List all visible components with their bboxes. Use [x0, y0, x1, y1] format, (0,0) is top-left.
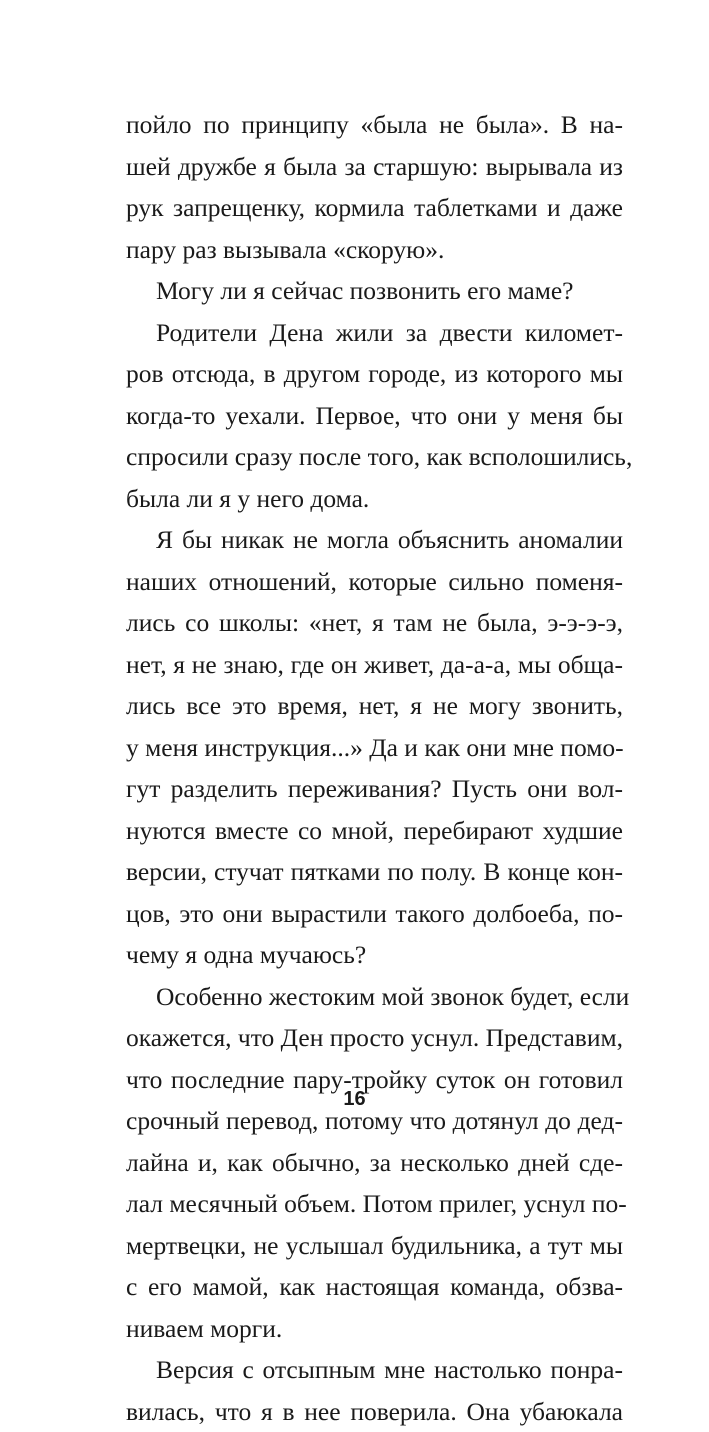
text-line: Особенно жестоким мой звонок будет, если	[126, 976, 623, 1018]
text-line: Родители Дена жили за двести километ-	[126, 312, 623, 354]
text-line: шей дружбе я была за старшую: вырывала из	[126, 146, 623, 188]
text-line: рук запрещенку, кормила таблетками и даже	[126, 187, 623, 229]
text-line: вилась, что я в нее поверила. Она убаюкала	[126, 1391, 623, 1432]
body-text	[126, 104, 623, 1432]
text-line: Могу ли я сейчас позвонить его маме?	[126, 270, 623, 312]
page-number: 16	[0, 1088, 709, 1111]
text-line: лись со школы: «нет, я там не была, э-э-э-э,	[126, 602, 623, 644]
text-line: гут разделить переживания? Пусть они вол-	[126, 768, 623, 810]
text-line: версии, стучат пятками по полу. В конце кон-	[126, 851, 623, 893]
text-line: нет, я не знаю, где он живет, да-а-а, мы обща-	[126, 644, 623, 686]
text-line: пару раз вызывала «скорую».	[126, 229, 623, 271]
text-line: ниваем морги.	[126, 1308, 623, 1350]
text-line: срочный перевод, потому что дотянул до дед-	[126, 1100, 623, 1142]
text-line: с его мамой, как настоящая команда, обзва-	[126, 1266, 623, 1308]
text-line: когда-то уехали. Первое, что они у меня бы	[126, 395, 623, 437]
text-line: спросили сразу после того, как всполошились,	[126, 436, 623, 478]
text-line: лись все это время, нет, я не могу звонить,	[126, 685, 623, 727]
text-line: чему я одна мучаюсь?	[126, 934, 623, 976]
text-line: у меня инструкция...» Да и как они мне помо-	[126, 727, 623, 769]
text-line: Версия с отсыпным мне настолько понра-	[126, 1349, 623, 1391]
text-line: что последние пару-тройку суток он готовил	[126, 1059, 623, 1101]
text-line: мертвецки, не услышал будильника, а тут мы	[126, 1225, 623, 1267]
text-line: Я бы никак не могла объяснить аномалии	[126, 519, 623, 561]
text-line: лал месячный объем. Потом прилег, уснул по-	[126, 1183, 623, 1225]
text-line: была ли я у него дома.	[126, 478, 623, 520]
text-line: лайна и, как обычно, за несколько дней сде-	[126, 1142, 623, 1184]
text-line: наших отношений, которые сильно поменя-	[126, 561, 623, 603]
text-line: цов, это они вырастили такого долбоеба, по-	[126, 893, 623, 935]
text-line: пойло по принципу «была не была». В на-	[126, 104, 623, 146]
text-line: ров отсюда, в другом городе, из которого мы	[126, 353, 623, 395]
text-line: окажется, что Ден просто уснул. Представим,	[126, 1017, 623, 1059]
text-line: нуются вместе со мной, перебирают худшие	[126, 810, 623, 852]
